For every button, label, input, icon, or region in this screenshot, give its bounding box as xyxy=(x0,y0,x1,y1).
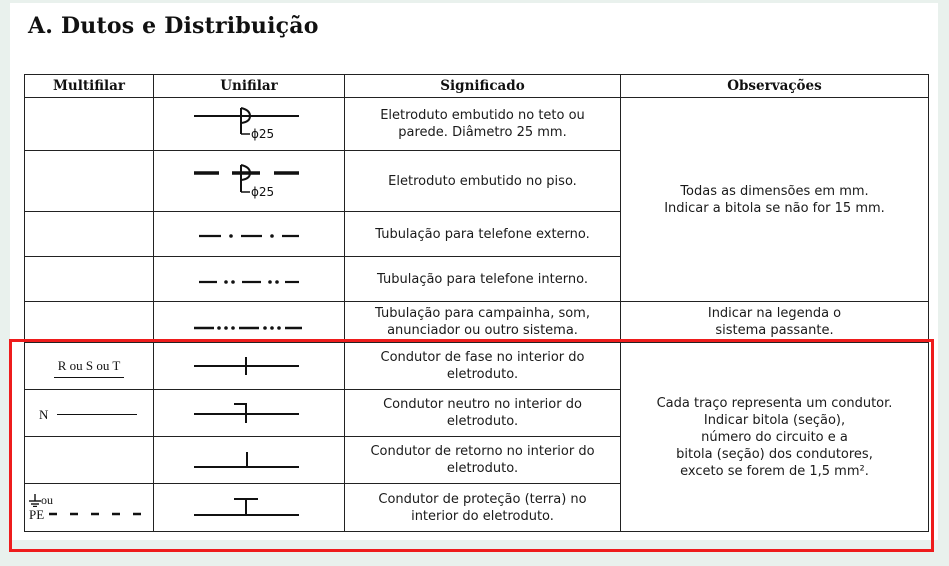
unifilar-cell xyxy=(154,212,345,257)
multifilar-phase-label: R ou S ou T xyxy=(54,358,125,378)
campainha-som-symbol xyxy=(194,308,304,336)
table-row xyxy=(25,98,929,151)
significado-text: Condutor neutro no interior do eletroduto. xyxy=(383,397,582,429)
obs-text-line: bitola (seção) dos condutores, xyxy=(676,446,873,462)
significado-cell xyxy=(345,484,621,532)
significado-text: Eletroduto embutido no teto ou parede. Diâmetro 25 mm. xyxy=(380,108,585,140)
multifilar-cell xyxy=(25,98,154,151)
multifilar-cell xyxy=(25,257,154,302)
obs-text-line: Indicar a bitola se não for 15 mm. xyxy=(664,200,885,216)
table-row xyxy=(25,343,929,390)
condutor-fase-symbol xyxy=(194,354,304,378)
unifilar-cell xyxy=(154,390,345,437)
multifilar-cell xyxy=(25,484,154,532)
unifilar-cell xyxy=(154,437,345,484)
multifilar-cell xyxy=(25,343,154,390)
significado-cell xyxy=(345,343,621,390)
obs-text-line: sistema passante. xyxy=(715,323,834,338)
obs-text-line: número do circuito e a xyxy=(701,429,848,445)
significado-text: Eletroduto embutido no piso. xyxy=(388,173,577,189)
significado-cell xyxy=(345,257,621,302)
obs-text-line: Indicar na legenda o xyxy=(707,306,842,321)
significado-text: Tubulação para campainha, som, anunciador ou outro sistema. xyxy=(375,306,590,338)
document-page xyxy=(10,3,938,540)
significado-cell xyxy=(345,302,621,343)
condutor-protecao-symbol xyxy=(194,495,304,521)
significado-text: Tubulação para telefone interno. xyxy=(377,271,588,287)
header-unifilar: Unifilar xyxy=(154,75,345,98)
significado-text: Condutor de fase no interior do eletroduto. xyxy=(380,350,585,382)
table-header-row xyxy=(25,75,929,98)
unifilar-cell xyxy=(154,302,345,343)
significado-text: Condutor de proteção (terra) no interior do eletroduto. xyxy=(378,491,587,524)
observacoes-cell-condutores xyxy=(621,343,929,532)
eletroduto-teto-parede-symbol xyxy=(194,106,304,142)
significado-cell xyxy=(345,390,621,437)
unifilar-cell xyxy=(154,484,345,532)
neutral-line xyxy=(57,414,137,415)
significado-cell xyxy=(345,437,621,484)
telefone-externo-symbol xyxy=(199,222,299,246)
condutor-neutro-symbol xyxy=(194,401,304,425)
ground-or-text: ou xyxy=(41,492,53,507)
unifilar-cell xyxy=(154,98,345,151)
multifilar-cell xyxy=(25,437,154,484)
condutor-retorno-symbol xyxy=(194,448,304,472)
significado-cell xyxy=(345,151,621,212)
unifilar-cell xyxy=(154,343,345,390)
header-multifilar: Multifilar xyxy=(25,75,154,98)
ground-icon xyxy=(29,494,41,507)
unifilar-cell xyxy=(154,257,345,302)
pe-dashed-line xyxy=(49,511,147,517)
pe-label: PE xyxy=(29,506,45,522)
obs-text-line: Cada traço representa um condutor. xyxy=(656,395,893,411)
significado-text: Condutor de retorno no interior do eletroduto. xyxy=(370,444,595,476)
multifilar-cell xyxy=(25,212,154,257)
symbols-legend-table xyxy=(24,74,929,532)
significado-text: Tubulação para telefone externo. xyxy=(375,226,590,242)
svg-text:ϕ25: ϕ25 xyxy=(251,127,275,141)
unifilar-cell xyxy=(154,151,345,212)
obs-text-line: exceto se forem de 1,5 mm². xyxy=(680,463,869,479)
header-significado: Significado xyxy=(345,75,621,98)
multifilar-cell xyxy=(25,390,154,437)
multifilar-neutral-label: N xyxy=(39,406,49,422)
significado-cell xyxy=(345,212,621,257)
table-row xyxy=(25,302,929,343)
svg-text:ϕ25: ϕ25 xyxy=(251,185,275,199)
obs-text-line: Todas as dimensões em mm. xyxy=(680,183,869,199)
header-observacoes: Observações xyxy=(621,75,929,98)
telefone-interno-symbol xyxy=(199,267,299,291)
multifilar-cell xyxy=(25,151,154,212)
multifilar-cell xyxy=(25,302,154,343)
observacoes-cell-dimensions xyxy=(621,98,929,302)
significado-cell xyxy=(345,98,621,151)
section-title: A. Dutos e Distribuição xyxy=(28,13,319,39)
observacoes-cell-legenda xyxy=(621,302,929,343)
eletroduto-piso-symbol xyxy=(194,161,304,201)
obs-text-line: Indicar bitola (seção), xyxy=(703,412,846,428)
